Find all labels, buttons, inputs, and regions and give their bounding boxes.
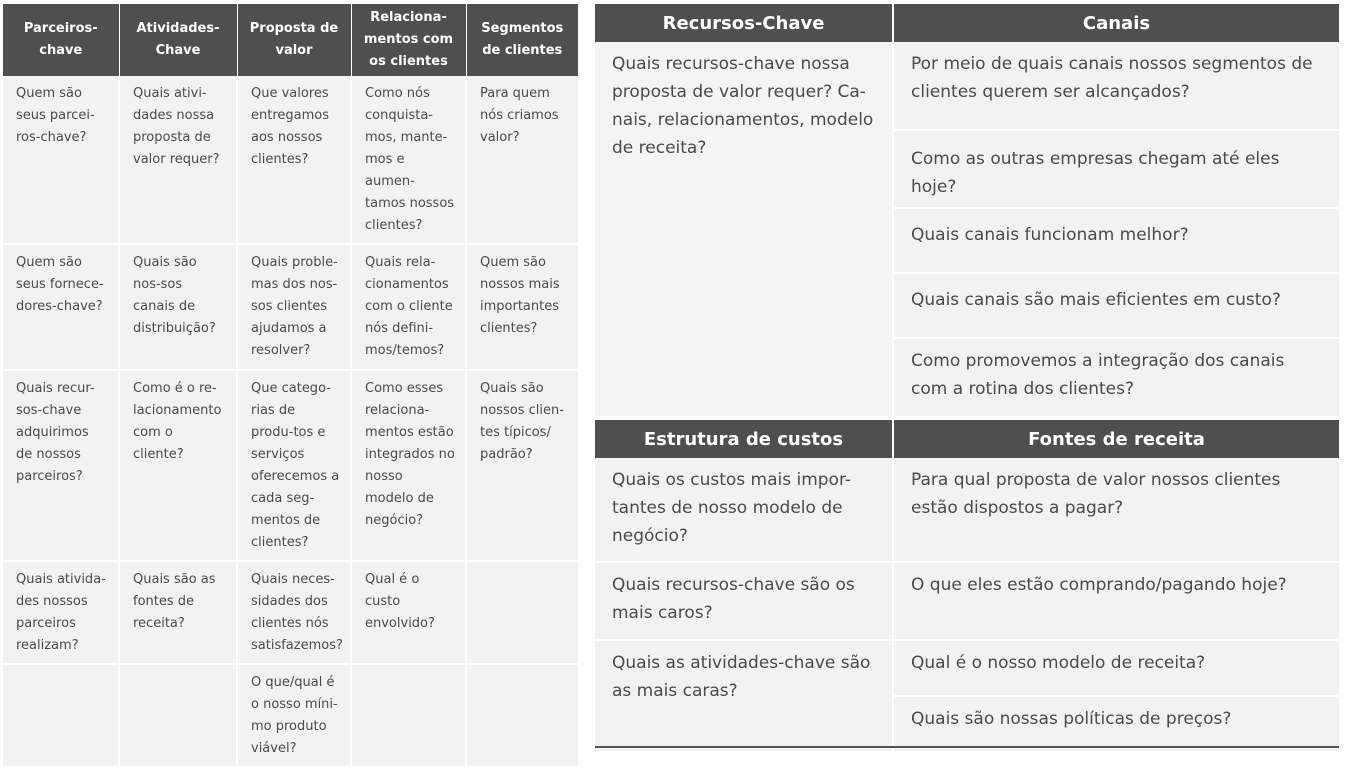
canais-cell: Quais canais funcionam melhor? (893, 208, 1339, 273)
table-cell: Quais são nossos clien-tes típicos/ padrão? (466, 370, 578, 561)
table-cell: Quais ativi-dades nossa proposta de valor requer? (119, 76, 237, 244)
table-cell: Como é o re-lacionamento com o cliente? (119, 370, 237, 561)
custos-cell: Quais recursos-chave são os mais caros? (595, 562, 893, 640)
table-row (595, 562, 1339, 640)
table-cell: Como nós conquista-mos, mante-mos e aumen-tamos nossos clientes? (351, 76, 466, 244)
table-cell: Quais ativida-des nossos parceiros realizam? (3, 561, 119, 664)
header-parceiros-chave: Parceiros-chave (3, 4, 119, 76)
table-cell: Quais recur-sos-chave adquirimos de nossos parceiros? (3, 370, 119, 561)
header-canais: Canais (893, 4, 1339, 42)
header-segmentos: Segmentos de clientes (466, 4, 578, 76)
header-recursos-chave: Recursos-Chave (595, 4, 893, 42)
header-atividades-chave: Atividades-Chave (119, 4, 237, 76)
header-estrutura-de-custos: Estrutura de custos (595, 418, 893, 458)
table-cell: Para quem nós criamos valor? (466, 76, 578, 244)
resources-channels-costs-revenue-table (595, 4, 1339, 748)
custos-cell: Quais as atividades-chave são as mais caras? (595, 640, 893, 752)
table-cell (351, 664, 466, 767)
table-row (3, 244, 578, 370)
table-row (3, 561, 578, 664)
table-cell: Quais neces-sidades dos clientes nós satisfazemos? (237, 561, 351, 664)
canais-cell: Quais canais são mais eficientes em custo? (893, 273, 1339, 338)
table-cell (466, 664, 578, 767)
table-cell: O que/qual é o nosso míni-mo produto viável? (237, 664, 351, 767)
table-cell: Quais são nos-sos canais de distribuição? (119, 244, 237, 370)
table-row (595, 640, 1339, 696)
table-cell: Quem são seus parcei-ros-chave? (3, 76, 119, 244)
table-cell: Que catego-rias de produ-tos e serviços oferecemos a cada seg-mentos de clientes? (237, 370, 351, 561)
recursos-chave-cell: Quais recursos-chave nossa proposta de valor requer? Ca-nais, relacionamentos, modelo de receita? (595, 42, 893, 418)
canais-cell: Como promovemos a integração dos canais com a rotina dos clientes? (893, 338, 1339, 418)
receita-cell: Quais são nossas políticas de preços? (893, 696, 1339, 752)
table-header-row (3, 4, 578, 76)
table-cell: Quem são nossos mais importantes clientes? (466, 244, 578, 370)
receita-cell: Qual é o nosso modelo de receita? (893, 640, 1339, 696)
table-header-row (595, 418, 1339, 458)
business-model-questions-table (3, 4, 578, 756)
canais-cell: Por meio de quais canais nossos segmentos de clientes querem ser alcançados? (893, 42, 1339, 130)
receita-cell: O que eles estão comprando/pagando hoje? (893, 562, 1339, 640)
table-row (595, 42, 1339, 130)
table-cell: Qual é o custo envolvido? (351, 561, 466, 664)
table-row (3, 370, 578, 561)
header-relacionamentos: Relaciona-mentos com os clientes (351, 4, 466, 76)
receita-cell: Para qual proposta de valor nossos clientes estão dispostos a pagar? (893, 458, 1339, 562)
table-cell: Como esses relaciona-mentos estão integrados no nosso modelo de negócio? (351, 370, 466, 561)
canais-cell: Como as outras empresas chegam até eles hoje? (893, 130, 1339, 208)
table-cell (119, 664, 237, 767)
custos-cell: Quais os custos mais impor-tantes de nosso modelo de negócio? (595, 458, 893, 562)
table-header-row (595, 4, 1339, 42)
bottom-divider (595, 746, 1339, 748)
header-proposta-de-valor: Proposta de valor (237, 4, 351, 76)
table-cell: Quais proble-mas dos nos-sos clientes ajudamos a resolver? (237, 244, 351, 370)
header-fontes-de-receita: Fontes de receita (893, 418, 1339, 458)
table-row (3, 664, 578, 767)
table-cell: Quais são as fontes de receita? (119, 561, 237, 664)
table-cell: Que valores entregamos aos nossos clientes? (237, 76, 351, 244)
table-row (3, 76, 578, 244)
table-cell (3, 664, 119, 767)
table-row (595, 458, 1339, 562)
table-cell: Quais rela-cionamentos com o cliente nós defini-mos/temos? (351, 244, 466, 370)
table-cell (466, 561, 578, 664)
table-cell: Quem são seus fornece-dores-chave? (3, 244, 119, 370)
